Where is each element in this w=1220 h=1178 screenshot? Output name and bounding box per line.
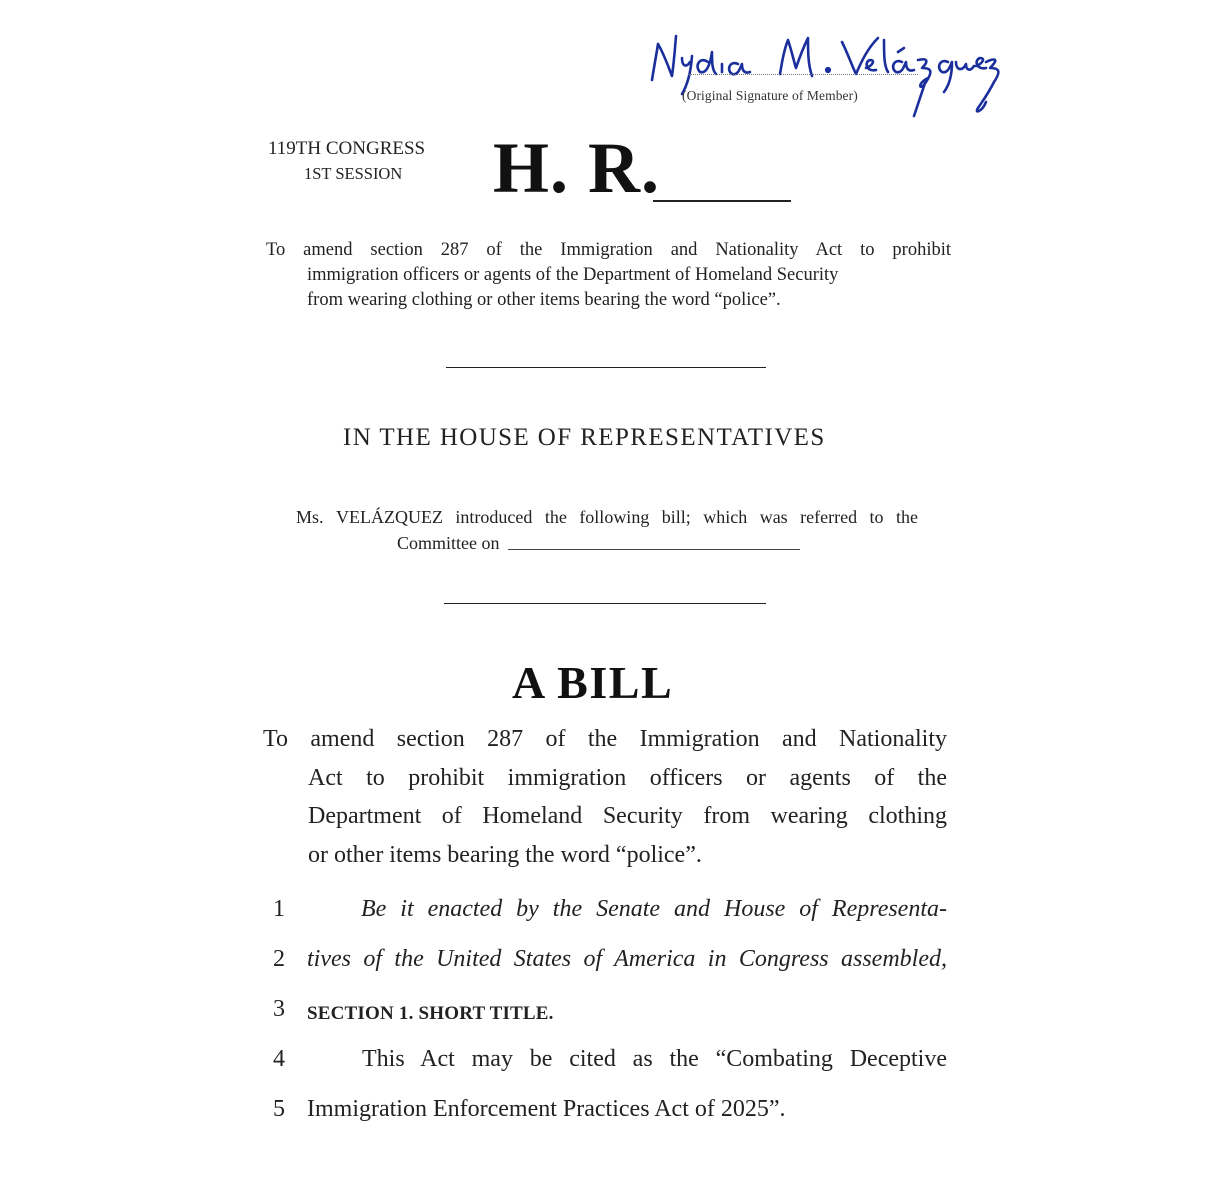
signature-line <box>688 74 918 75</box>
signature-caption: (Original Signature of Member) <box>682 88 858 103</box>
line-number: 1 <box>273 896 285 922</box>
line-number: 3 <box>273 996 285 1022</box>
bill-purpose-line-3: Department of Homeland Security from wearing clothing <box>308 803 947 829</box>
divider-rule <box>444 603 766 604</box>
introduction-text: introduced the following bill; which was referred to the <box>442 507 918 527</box>
line-number: 2 <box>273 946 285 972</box>
line-number: 4 <box>273 1046 285 1072</box>
committee-blank <box>508 549 800 550</box>
line-number: 5 <box>273 1096 285 1122</box>
introduction-statement <box>296 504 918 556</box>
short-title-line-1: This Act may be cited as the “Combating Deceptive <box>362 1046 947 1072</box>
session-label: 1ST SESSION <box>304 164 403 183</box>
introduction-line-1 <box>296 504 918 530</box>
enacting-clause-line-1: Be it enacted by the Senate and House of Representa- <box>361 896 947 922</box>
purpose-summary-line-1: To amend section 287 of the Immigration and Nationality Act to prohibit <box>266 240 951 260</box>
bill-purpose-line-4: or other items bearing the word “police”. <box>308 841 702 868</box>
short-title-line-2: Immigration Enforcement Practices Act of 2025”. <box>307 1096 786 1122</box>
congress-session-block <box>268 136 425 186</box>
bill-purpose-line-2: Act to prohibit immigration officers or agents of the <box>308 764 947 791</box>
purpose-summary-line-2: immigration officers or agents of the Department of Homeland Security <box>307 265 839 285</box>
purpose-summary <box>266 238 951 313</box>
divider-rule <box>446 367 766 368</box>
congress-label: 119TH CONGRESS <box>268 138 426 159</box>
bill-heading: A BILL <box>512 657 674 708</box>
signature-image <box>630 22 1010 122</box>
section-heading-line <box>307 999 947 1026</box>
bill-designation: H. R. <box>493 128 660 208</box>
bill-purpose-line-1: To amend section 287 of the Immigration and Nationality <box>263 726 947 752</box>
purpose-summary-line-3: from wearing clothing or other items bearing the word “police”. <box>307 290 781 310</box>
section-heading: SECTION 1. SHORT TITLE. <box>307 1003 554 1024</box>
member-signature <box>630 22 1010 122</box>
bill-number-blank <box>653 200 791 202</box>
sponsor-name: VELÁZQUEZ <box>335 507 443 527</box>
enacting-clause-line-2: tives of the United States of America in Congress assembled, <box>307 946 947 972</box>
bill-purpose <box>263 720 947 874</box>
introduction-line-2 <box>296 530 918 556</box>
house-heading: IN THE HOUSE OF REPRESENTATIVES <box>343 424 826 451</box>
sponsor-prefix: Ms. <box>296 507 336 527</box>
committee-label: Committee on <box>397 533 500 553</box>
